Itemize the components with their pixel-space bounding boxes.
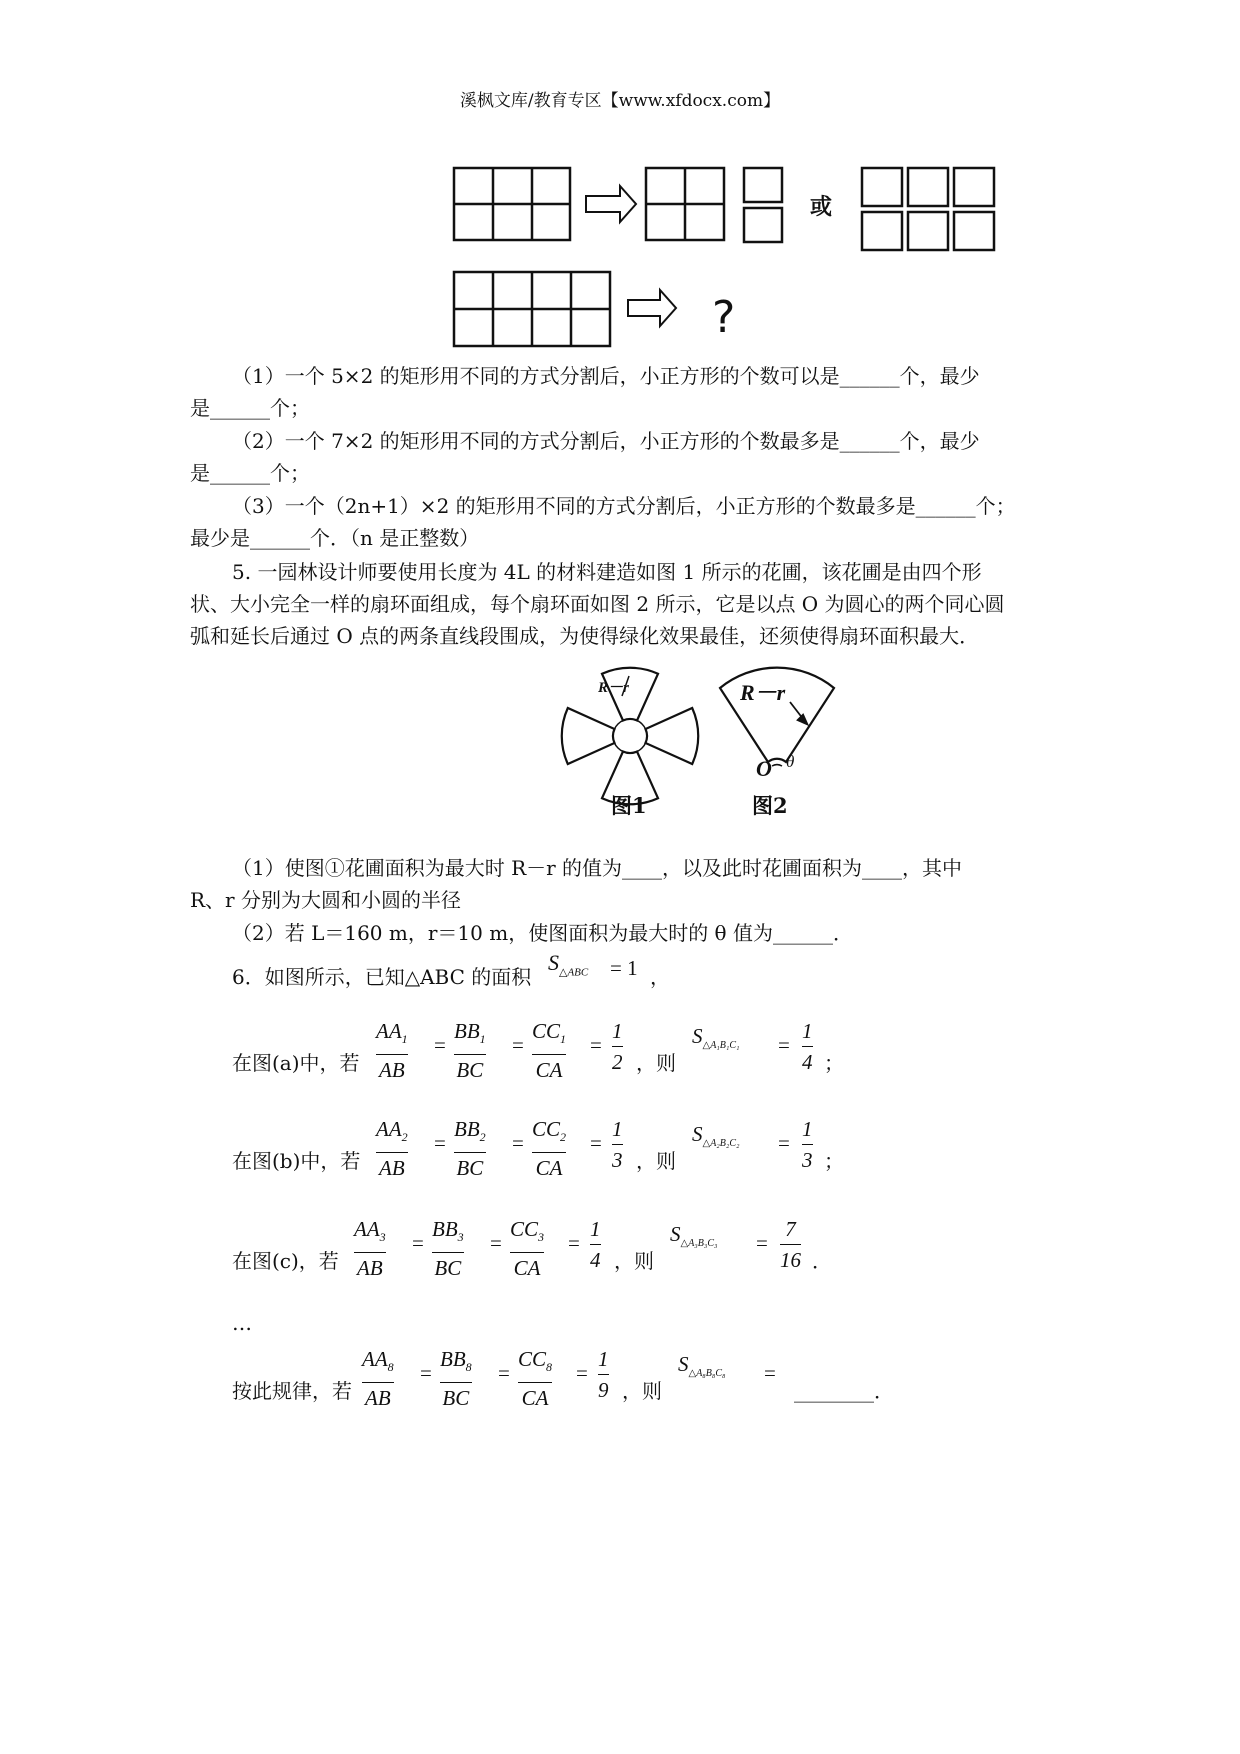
q6-row2-ratio3-bar xyxy=(532,1152,566,1153)
q6-row3-ratio2-den: BC xyxy=(434,1256,462,1281)
q6-row1-ratio3 xyxy=(532,1018,566,1083)
q6-row1-area-value-den: 4 xyxy=(802,1050,813,1074)
q6-intro: 6．如图所示，已知△ABC 的面积 xyxy=(232,965,532,989)
q6-row4-ratio3-num: $CC_8$ xyxy=(518,1347,553,1375)
or-label: 或 xyxy=(810,195,833,220)
q6-row3-area-eq: = xyxy=(756,1231,768,1255)
q6-row4-ratio1-den: AB xyxy=(365,1386,391,1411)
q5-line3: 弧和延长后通过 O 点的两条直线段围成，为使得绿化效果最佳，还须使得扇环面积最大． xyxy=(190,624,980,648)
q6-row2-ratio3-den: CA xyxy=(535,1156,563,1181)
q6-row2-ratio-value xyxy=(612,1116,623,1173)
q6-row1-ratio1 xyxy=(376,1018,408,1083)
q6-row1-prefix: 在图(a)中，若 xyxy=(232,1051,360,1075)
q6-row3-ratio2-bar xyxy=(432,1252,464,1253)
q6-row2-ratio2-num: $BB_2$ xyxy=(454,1117,486,1145)
q6-row3-ratio-value-den: 4 xyxy=(590,1248,601,1272)
q6-row2-end: ； xyxy=(824,1149,844,1173)
q4-part3-line2: 最少是______个．（n 是正整数） xyxy=(190,526,480,550)
q6-row2-ratio3-num: $CC_2$ xyxy=(532,1117,567,1145)
q6-row2-eq2: = xyxy=(512,1131,524,1155)
q6-row4-ratio-value-bar xyxy=(598,1374,609,1375)
q6-row2-area-value xyxy=(802,1116,813,1173)
q6-row3-ratio3-num: $CC_3$ xyxy=(510,1217,545,1245)
q6-row3-ratio-value xyxy=(590,1216,601,1273)
q6-row2-area-eq: = xyxy=(778,1131,790,1155)
q6-dots: … xyxy=(232,1311,252,1335)
q6-row4-eq2: = xyxy=(498,1361,510,1385)
q6-row4-ratio1-bar xyxy=(362,1382,394,1383)
q6-row1-area-eq: = xyxy=(778,1033,790,1057)
q6-row1-area-value-bar xyxy=(802,1046,813,1047)
q6-row2-ratio2-bar xyxy=(454,1152,486,1153)
q5-line1: 5. 一园林设计师要使用长度为 4L 的材料建造如图 1 所示的花圃，该花圃是由四个形 xyxy=(232,560,982,584)
q6-row4-eq3: = xyxy=(576,1361,588,1385)
q6-row4-ratio-value-num: 1 xyxy=(598,1347,609,1371)
q6-row3-ratio3 xyxy=(510,1216,544,1281)
q6-row1-ratio2 xyxy=(454,1018,486,1083)
q6-row4-ratio-value xyxy=(598,1346,609,1403)
q6-row1-ratio-value-den: 2 xyxy=(612,1050,623,1074)
q5-line2: 状、大小完全一样的扇环面组成，每个扇环面如图 2 所示，它是以点 O 为圆心的两个同心圆 xyxy=(190,592,1005,616)
q6-row1-ratio2-bar xyxy=(454,1054,486,1055)
q6-row1-ratio3-den: CA xyxy=(535,1058,563,1083)
q6-row4-prefix: 按此规律，若 xyxy=(232,1379,352,1403)
q6-row4-ratio2-den: BC xyxy=(442,1386,470,1411)
q6-row4-answer-blank: ________． xyxy=(794,1379,894,1403)
fig1-label: R－r xyxy=(598,680,629,696)
q6-row1-then: ，则 xyxy=(636,1051,676,1075)
q6-row3-ratio-value-bar xyxy=(590,1244,601,1245)
q6-row4-ratio1-num: $AA_8$ xyxy=(362,1347,394,1375)
q6-row4-ratio3-bar xyxy=(518,1382,552,1383)
q4-part1-line1: （1）一个 5×2 的矩形用不同的方式分割后，小正方形的个数可以是______个，最少 xyxy=(232,364,980,388)
q6-row2-ratio3 xyxy=(532,1116,566,1181)
fig2-theta: θ xyxy=(786,752,795,771)
q6-row4-ratio1 xyxy=(362,1346,394,1411)
q6-row1-end: ； xyxy=(824,1051,844,1075)
q6-row2-ratio1 xyxy=(376,1116,408,1181)
q6-row3-ratio3-den: CA xyxy=(513,1256,541,1281)
q6-row2-ratio-value-den: 3 xyxy=(612,1148,623,1172)
q6-row3-area-value-num: 7 xyxy=(785,1217,796,1241)
q6-row1-area-value-num: 1 xyxy=(802,1019,813,1043)
q6-row3-area-value xyxy=(780,1216,801,1273)
q6-row3-area-S: $S_{\triangle A_3B_3C_3}$ xyxy=(670,1222,718,1250)
q6-row2-eq3: = xyxy=(590,1131,602,1155)
q6-row3-area-value-den: 16 xyxy=(780,1248,801,1272)
q6-row2-ratio1-bar xyxy=(376,1152,408,1153)
fig2-center-O: O xyxy=(756,756,772,781)
q6-row1-ratio1-bar xyxy=(376,1054,408,1055)
q6-row1-ratio3-bar xyxy=(532,1054,566,1055)
q6-row1-ratio3-num: $CC_1$ xyxy=(532,1019,567,1047)
q6-row3-ratio1 xyxy=(354,1216,386,1281)
q4-part3-line1: （3）一个（2n+1）×2 的矩形用不同的方式分割后，小正方形的个数最多是______个； xyxy=(232,494,1016,518)
q6-row2-eq1: = xyxy=(434,1131,446,1155)
q4-part2-line2: 是______个； xyxy=(190,461,310,485)
fig2-label: R－r xyxy=(740,680,786,705)
q6-row4-ratio2-bar xyxy=(440,1382,472,1383)
q6-row3-eq3: = xyxy=(568,1231,580,1255)
q6-row3-then: ，则 xyxy=(614,1249,654,1273)
q6-row1-ratio1-den: AB xyxy=(379,1058,405,1083)
q6-row2-ratio-value-num: 1 xyxy=(612,1117,623,1141)
q6-row2-then: ，则 xyxy=(636,1149,676,1173)
q6-row2-ratio-value-bar xyxy=(612,1144,623,1145)
q6-row1-ratio2-den: BC xyxy=(456,1058,484,1083)
q4-part1-line2: 是______个； xyxy=(190,396,310,420)
q6-row2-area-S: $S_{\triangle A_2B_2C_2}$ xyxy=(692,1122,740,1150)
q6-row4-area-S: $S_{\triangle A_8B_8C_8}$ xyxy=(678,1352,726,1380)
q6-row2-area-value-den: 3 xyxy=(802,1148,813,1172)
q6-row1-ratio-value-bar xyxy=(612,1046,623,1047)
q6-row4-ratio2-num: $BB_8$ xyxy=(440,1347,472,1375)
q6-row1-eq3: = xyxy=(590,1033,602,1057)
q6-row3-eq1: = xyxy=(412,1231,424,1255)
q6-row1-ratio1-num: $AA_1$ xyxy=(376,1019,408,1047)
q5-sub1-line1: （1）使图①花圃面积为最大时 R－r 的值为____，以及此时花圃面积为____，其中 xyxy=(232,856,963,880)
q6-row4-ratio-value-den: 9 xyxy=(598,1378,609,1402)
q6-row1-area-value xyxy=(802,1018,813,1075)
q4-part2-line1: （2）一个 7×2 的矩形用不同的方式分割后，小正方形的个数最多是______个，最少 xyxy=(232,429,980,453)
q6-row3-ratio1-num: $AA_3$ xyxy=(354,1217,386,1245)
q6-intro-end: ， xyxy=(650,965,670,989)
q6-row2-ratio2 xyxy=(454,1116,486,1181)
fig1-caption: 图1 xyxy=(611,793,647,818)
q6-row2-ratio2-den: BC xyxy=(456,1156,484,1181)
q6-row2-prefix: 在图(b)中，若 xyxy=(232,1149,361,1173)
q6-row1-ratio2-num: $BB_1$ xyxy=(454,1019,486,1047)
q5-sub1-line2: R、r 分别为大圆和小圆的半径 xyxy=(190,888,461,912)
q6-row1-ratio-value xyxy=(612,1018,623,1075)
q6-row2-ratio1-den: AB xyxy=(379,1156,405,1181)
q6-row3-ratio3-bar xyxy=(510,1252,544,1253)
q6-row3-ratio1-bar xyxy=(354,1252,386,1253)
q6-area-value: = 1 xyxy=(610,956,638,980)
q6-row3-ratio1-den: AB xyxy=(357,1256,383,1281)
q6-row3-prefix: 在图(c)，若 xyxy=(232,1249,339,1273)
q6-row3-ratio2-num: $BB_3$ xyxy=(432,1217,464,1245)
q6-row3-ratio2 xyxy=(432,1216,464,1281)
q6-row3-eq2: = xyxy=(490,1231,502,1255)
q6-row1-eq2: = xyxy=(512,1033,524,1057)
page-header: 溪枫文库/教育专区【www.xfdocx.com】 xyxy=(459,91,781,111)
q6-row1-eq1: = xyxy=(434,1033,446,1057)
q6-row1-ratio-value-num: 1 xyxy=(612,1019,623,1043)
q6-row4-area-eq: = xyxy=(764,1361,776,1385)
q6-row1-area-S: $S_{\triangle A_1B_1C_1}$ xyxy=(692,1024,740,1052)
q5-sub2: （2）若 L＝160 m，r＝10 m，使图面积为最大时的 θ 值为______． xyxy=(232,921,853,945)
question-mark: ? xyxy=(712,292,736,343)
q6-row2-area-value-bar xyxy=(802,1144,813,1145)
q6-row4-ratio3-den: CA xyxy=(521,1386,549,1411)
fig2-caption: 图2 xyxy=(752,793,788,818)
q6-row2-ratio1-num: $AA_2$ xyxy=(376,1117,408,1145)
q6-row3-ratio-value-num: 1 xyxy=(590,1217,601,1241)
q6-row3-area-value-bar xyxy=(780,1244,801,1245)
q6-row3-end: ． xyxy=(812,1249,832,1273)
q6-row4-eq1: = xyxy=(420,1361,432,1385)
q6-row4-then: ，则 xyxy=(622,1379,662,1403)
q6-area-S: $S_{\triangle ABC}$ xyxy=(548,950,589,979)
q6-row4-ratio2 xyxy=(440,1346,472,1411)
q6-row4-ratio3 xyxy=(518,1346,552,1411)
q6-row2-area-value-num: 1 xyxy=(802,1117,813,1141)
